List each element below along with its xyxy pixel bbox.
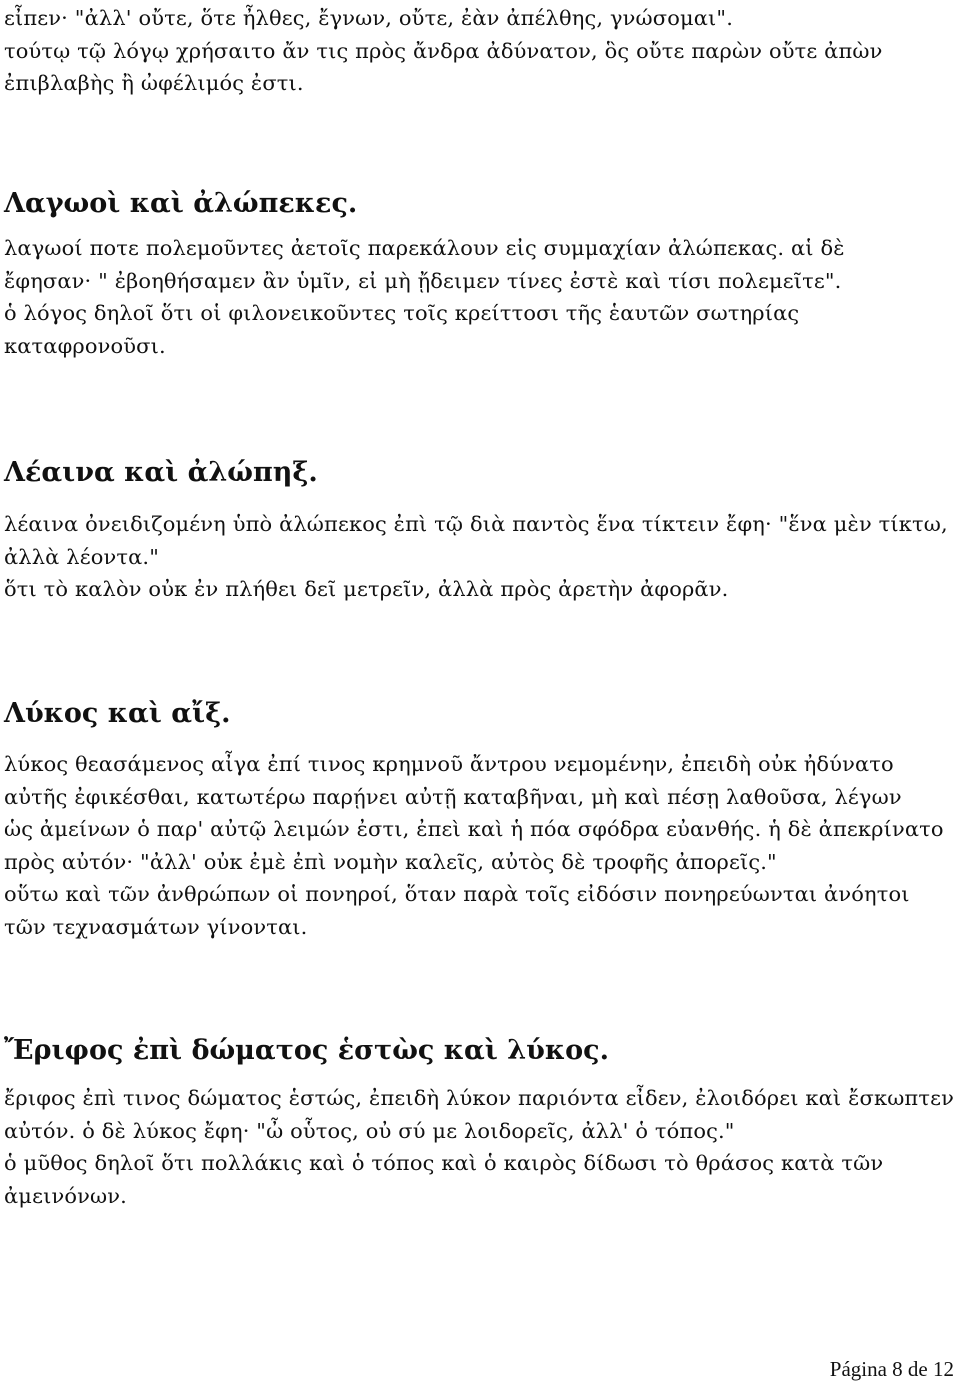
text-line: ἔφησαν· " ἐβοηθήσαμεν ἂν ὑμῖν, εἰ μὴ ᾔδειμεν τίνες ἐστὲ καὶ τίσι πολεμεῖτε". bbox=[4, 268, 842, 293]
fable-body bbox=[4, 232, 956, 362]
text-line: ὁ λόγος δηλοῖ ὅτι οἱ φιλονεικοῦντες τοῖς κρείττοσι τῆς ἑαυτῶν σωτηρίας bbox=[4, 301, 800, 325]
text-line: καταφρονοῦσι. bbox=[4, 333, 166, 358]
text-line: ὁ μῦθος δηλοῖ ὅτι πολλάκις καὶ ὁ τόπος καὶ ὁ καιρὸς δίδωσι τὸ θράσος κατὰ τῶν bbox=[4, 1151, 884, 1175]
fable-title: Λέαινα καὶ ἀλώπηξ. bbox=[4, 457, 318, 488]
fable-body bbox=[4, 508, 956, 606]
text-line: ὡς ἀμείνων ὁ παρ' αὐτῷ λειμών ἐστι, ἐπεὶ καὶ ἡ πόα σφόδρα εὐανθής. ἡ δὲ ἀπεκρίνατο bbox=[4, 817, 944, 841]
opening-paragraph bbox=[4, 2, 956, 100]
page-number: Página 8 de 12 bbox=[829, 1357, 954, 1381]
text-line: λύκος θεασάμενος αἶγα ἐπί τινος κρημνοῦ ἄντρου νεμομένην, ἐπειδὴ οὐκ ἠδύνατο bbox=[4, 752, 894, 776]
text-line: πρὸς αὐτόν· "ἀλλ' οὐκ ἐμὲ ἐπὶ νομὴν καλεῖς, αὐτὸς δὲ τροφῆς ἀπορεῖς." bbox=[4, 849, 777, 874]
text-line: οὕτω καὶ τῶν ἀνθρώπων οἱ πονηροί, ὅταν παρὰ τοῖς εἰδόσιν πονηρεύωνται ἀνόητοι bbox=[4, 882, 910, 906]
text-line: εἶπεν· "ἀλλ' οὔτε, ὅτε ἦλθες, ἔγνων, οὔτε, ἐὰν ἀπέλθης, γνώσομαι". bbox=[4, 6, 734, 30]
text-line: τούτῳ τῷ λόγῳ χρήσαιτο ἄν τις πρὸς ἄνδρα ἀδύνατον, ὃς οὔτε παρὼν οὔτε ἀπὼν bbox=[4, 38, 883, 63]
text-line: ἔριφος ἐπὶ τινος δώματος ἑστώς, ἐπειδὴ λύκον παριόντα εἶδεν, ἐλοιδόρει καὶ ἔσκωπτεν bbox=[4, 1086, 954, 1110]
text-line: αὐτόν. ὁ δὲ λύκος ἔφη· "ὦ οὗτος, οὐ σύ με λοιδορεῖς, ἀλλ' ὁ τόπος." bbox=[4, 1118, 735, 1143]
text-line: λαγωοί ποτε πολεμοῦντες ἀετοῖς παρεκάλουν εἰς συμμαχίαν ἀλώπεκας. αἱ δὲ bbox=[4, 236, 845, 260]
text-line: αὐτῆς ἐφικέσθαι, κατωτέρω παρῄνει αὐτῇ καταβῆναι, μὴ καὶ πέσῃ λαθοῦσα, λέγων bbox=[4, 784, 902, 809]
fable-title: Ἔριφος ἐπὶ δώματος ἑστὼς καὶ λύκος. bbox=[4, 1035, 609, 1066]
fable-title: Λύκος καὶ αἴξ. bbox=[4, 698, 231, 729]
text-line: ἀμεινόνων. bbox=[4, 1183, 127, 1208]
text-line: ἐπιβλαβὴς ἢ ὠφέλιμός ἐστι. bbox=[4, 71, 304, 95]
fable-body bbox=[4, 748, 956, 943]
text-line: ὅτι τὸ καλὸν οὐκ ἐν πλήθει δεῖ μετρεῖν, ἀλλὰ πρὸς ἀρετὴν ἀφορᾶν. bbox=[4, 577, 729, 601]
fable-title: Λαγωοὶ καὶ ἀλώπεκες. bbox=[4, 188, 358, 219]
fable-body bbox=[4, 1082, 956, 1212]
text-line: τῶν τεχνασμάτων γίνονται. bbox=[4, 914, 308, 939]
text-line: λέαινα ὀνειδιζομένη ὑπὸ ἀλώπεκος ἐπὶ τῷ διὰ παντὸς ἕνα τίκτειν ἔφη· "ἕνα μὲν τίκτω, bbox=[4, 512, 948, 536]
text-line: ἀλλὰ λέοντα." bbox=[4, 544, 159, 569]
